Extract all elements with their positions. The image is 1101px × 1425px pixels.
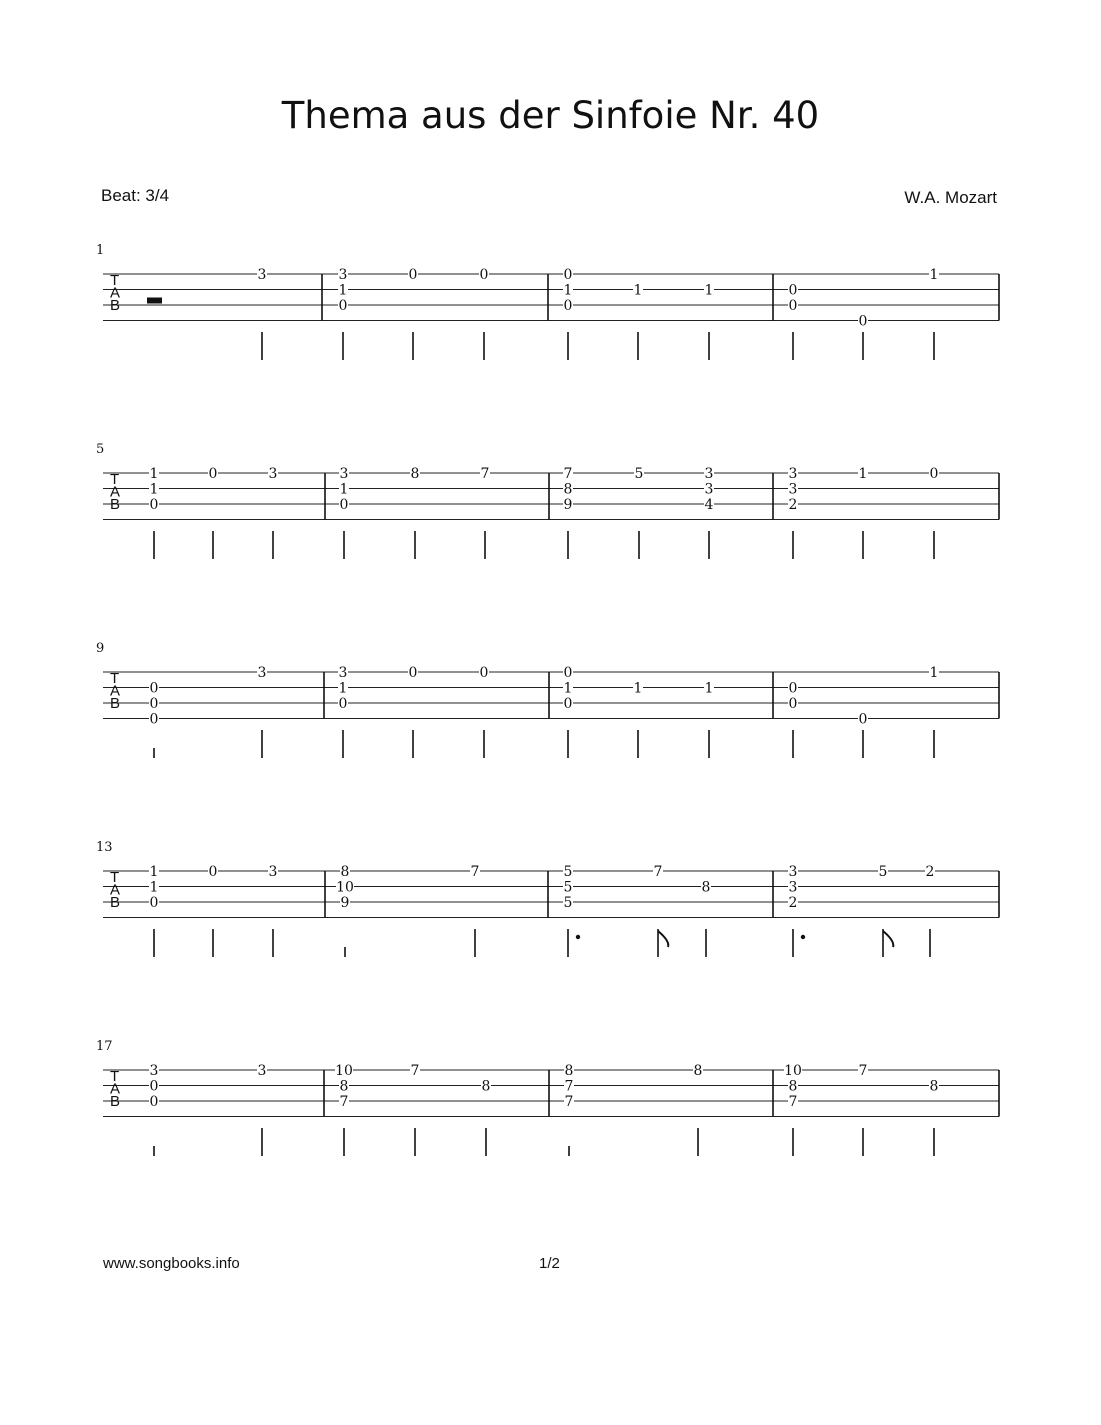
fret-number: 0 [479, 665, 489, 681]
fret-number: 0 [408, 665, 418, 681]
fret-number: 1 [338, 282, 348, 299]
tab-clef-letter: B [110, 695, 121, 712]
fret-number: 8 [701, 879, 711, 896]
fret-number: 0 [149, 895, 159, 911]
fret-number: 3 [149, 1063, 159, 1079]
measure-number: 13 [96, 840, 113, 855]
fret-number: 0 [149, 711, 159, 728]
measure-number: 9 [96, 641, 105, 656]
fret-number: 0 [788, 298, 798, 314]
fret-number: 0 [208, 864, 218, 880]
fret-number: 1 [563, 282, 573, 299]
fret-number: 7 [564, 1078, 574, 1095]
tab-clef-letter: T [110, 670, 120, 687]
fret-number: 0 [149, 1078, 159, 1095]
tab-clef-letter: A [110, 881, 121, 899]
fret-number: 0 [788, 282, 798, 299]
tab-clef-letter: B [110, 894, 121, 911]
tab-clef-letter: T [110, 272, 120, 289]
eighth-flag [883, 931, 893, 947]
fret-number: 0 [858, 711, 868, 728]
fret-number: 10 [335, 1063, 353, 1079]
fret-number: 5 [563, 879, 573, 896]
fret-number: 0 [149, 497, 159, 513]
fret-number: 3 [257, 267, 267, 283]
fret-number: 0 [338, 696, 348, 712]
fret-number: 4 [704, 497, 714, 513]
fret-number: 0 [929, 466, 939, 482]
fret-number: 0 [563, 298, 573, 314]
fret-number: 3 [257, 1063, 267, 1079]
fret-number: 3 [788, 864, 798, 880]
fret-number: 9 [340, 895, 350, 911]
fret-number: 0 [339, 497, 349, 513]
fret-number: 1 [929, 267, 939, 283]
fret-number: 3 [257, 665, 267, 681]
fret-number: 3 [338, 665, 348, 681]
tab-clef-letter: B [110, 297, 121, 314]
fret-number: 2 [788, 497, 798, 513]
fret-number: 2 [925, 864, 935, 880]
fret-number: 8 [788, 1078, 798, 1095]
tab-clef-letter: B [110, 496, 121, 513]
fret-number: 3 [338, 267, 348, 283]
fret-number: 3 [339, 466, 349, 482]
fret-number: 7 [788, 1094, 798, 1110]
fret-number: 1 [149, 879, 159, 896]
fret-number: 7 [564, 1094, 574, 1110]
fret-number: 8 [340, 864, 350, 880]
fret-number: 3 [268, 864, 278, 880]
fret-number: 7 [410, 1063, 420, 1079]
fret-number: 7 [480, 466, 490, 482]
fret-number: 0 [208, 466, 218, 482]
fret-number: 7 [470, 864, 480, 880]
fret-number: 3 [268, 466, 278, 482]
fret-number: 0 [149, 1094, 159, 1110]
fret-number: 9 [563, 497, 573, 513]
fret-number: 0 [408, 267, 418, 283]
fret-number: 5 [563, 864, 573, 880]
tab-clef-letter: A [110, 483, 121, 501]
fret-number: 8 [563, 481, 573, 498]
fret-number: 0 [149, 696, 159, 712]
rhythm-dot [576, 935, 580, 939]
tab-clef-letter: A [110, 1080, 121, 1098]
fret-number: 1 [633, 680, 643, 697]
fret-number: 7 [563, 466, 573, 482]
fret-number: 1 [633, 282, 643, 299]
tab-clef-letter: B [110, 1093, 121, 1110]
fret-number: 0 [563, 267, 573, 283]
fret-number: 1 [149, 466, 159, 482]
fret-number: 3 [704, 481, 714, 498]
fret-number: 0 [479, 267, 489, 283]
measure-number: 17 [96, 1039, 113, 1054]
fret-number: 7 [653, 864, 663, 880]
whole-rest [147, 298, 162, 304]
fret-number: 1 [338, 680, 348, 697]
fret-number: 8 [339, 1078, 349, 1095]
fret-number: 1 [858, 466, 868, 482]
fret-number: 8 [481, 1078, 491, 1095]
fret-number: 5 [563, 895, 573, 911]
rhythm-dot [801, 935, 805, 939]
fret-number: 5 [878, 864, 888, 880]
fret-number: 1 [149, 481, 159, 498]
fret-number: 0 [858, 313, 868, 330]
fret-number: 0 [563, 696, 573, 712]
fret-number: 8 [410, 466, 420, 482]
fret-number: 10 [336, 879, 354, 896]
tab-clef-letter: T [110, 869, 120, 886]
fret-number: 7 [339, 1094, 349, 1110]
composer-name: W.A. Mozart [904, 188, 997, 207]
page-number: 1/2 [539, 1255, 560, 1272]
fret-number: 3 [788, 879, 798, 896]
song-title: Thema aus der Sinfoie Nr. 40 [281, 94, 820, 137]
fret-number: 0 [788, 680, 798, 697]
fret-number: 8 [693, 1063, 703, 1079]
fret-number: 0 [338, 298, 348, 314]
measure-number: 5 [96, 442, 105, 457]
eighth-flag [658, 931, 668, 947]
fret-number: 0 [788, 696, 798, 712]
footer-website: www.songbooks.info [103, 1255, 240, 1272]
fret-number: 7 [858, 1063, 868, 1079]
fret-number: 8 [929, 1078, 939, 1095]
fret-number: 1 [149, 864, 159, 880]
tab-clef-letter: A [110, 682, 121, 700]
tab-clef-letter: T [110, 471, 120, 488]
fret-number: 1 [704, 680, 714, 697]
fret-number: 8 [564, 1063, 574, 1079]
fret-number: 5 [634, 466, 644, 482]
fret-number: 3 [788, 481, 798, 498]
fret-number: 1 [563, 680, 573, 697]
fret-number: 1 [929, 665, 939, 681]
fret-number: 10 [784, 1063, 802, 1079]
fret-number: 0 [563, 665, 573, 681]
fret-number: 2 [788, 895, 798, 911]
fret-number: 0 [149, 680, 159, 697]
fret-number: 1 [704, 282, 714, 299]
measure-number: 1 [96, 243, 105, 258]
fret-number: 1 [339, 481, 349, 498]
tab-clef-letter: T [110, 1068, 120, 1085]
time-signature-label: Beat: 3/4 [101, 186, 170, 205]
fret-number: 3 [788, 466, 798, 482]
tab-clef-letter: A [110, 284, 121, 302]
fret-number: 3 [704, 466, 714, 482]
